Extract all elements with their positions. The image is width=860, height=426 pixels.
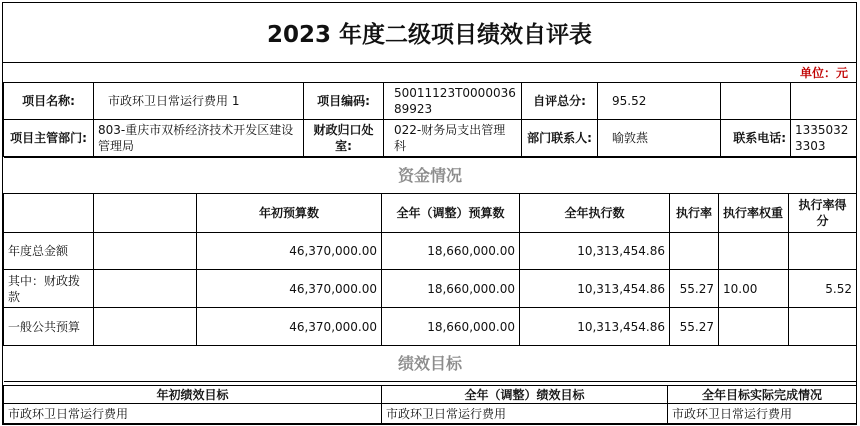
row-name: 一般公共预算: [4, 308, 94, 346]
page-title: 2023 年度二级项目绩效自评表: [3, 3, 856, 63]
score-label: 自评总分:: [522, 83, 598, 120]
initial-goal-value: 市政环卫日常运行费用: [4, 404, 382, 424]
initial-budget-value: 46,370,000.00: [197, 270, 382, 308]
phone-value: 13350323303: [791, 120, 857, 157]
funds-table: [3, 157, 857, 382]
table-row: [4, 233, 857, 270]
project-code-value: 50011123T000003689923: [384, 83, 522, 120]
rate-value: 55.27: [670, 308, 719, 346]
row-name: 其中：财政拨款: [4, 270, 94, 308]
row-name: 年度总金额: [4, 233, 94, 270]
rate-header: 执行率: [670, 194, 719, 233]
dept-label: 项目主管部门:: [4, 120, 94, 157]
info-table: [3, 82, 857, 157]
empty-cell: [94, 233, 197, 270]
weight-value: 10.00: [719, 270, 789, 308]
project-code-label: 项目编码:: [304, 83, 384, 120]
unit-label: 单位：元: [799, 66, 848, 80]
executed-value: 10,313,454.86: [520, 233, 670, 270]
empty-header: [4, 194, 94, 233]
rate-value: 55.27: [670, 270, 719, 308]
weight-value: [719, 233, 789, 270]
initial-goal-header: 年初绩效目标: [4, 386, 382, 404]
project-name-value: 市政环卫日常运行费用 1: [94, 83, 304, 120]
initial-budget-value: 46,370,000.00: [197, 233, 382, 270]
weight-value: [719, 308, 789, 346]
empty-cell: [791, 83, 857, 120]
adjusted-budget-value: 18,660,000.00: [382, 308, 520, 346]
adjusted-budget-header: 全年（调整）预算数: [382, 194, 520, 233]
rate-score-header: 执行率得分: [789, 194, 857, 233]
actual-header: 全年目标实际完成情况: [668, 386, 857, 404]
contact-label: 部门联系人:: [522, 120, 598, 157]
rate-score-value: 5.52: [789, 270, 857, 308]
phone-label: 联系电话:: [721, 120, 791, 157]
funds-section-title: 资金情况: [4, 158, 857, 194]
adjusted-goal-header: 全年（调整）绩效目标: [382, 386, 668, 404]
rate-score-value: [789, 308, 857, 346]
initial-budget-header: 年初预算数: [197, 194, 382, 233]
empty-cell: [94, 270, 197, 308]
project-name-label: 项目名称:: [4, 83, 94, 120]
finance-label: 财政归口处室:: [304, 120, 384, 157]
evaluation-sheet: [2, 2, 857, 425]
actual-value: 市政环卫日常运行费用: [668, 404, 857, 424]
score-value: 95.52: [598, 83, 721, 120]
initial-budget-value: 46,370,000.00: [197, 308, 382, 346]
perf-section-title: 绩效目标: [4, 346, 857, 382]
contact-value: 喻敦燕: [598, 120, 721, 157]
executed-header: 全年执行数: [520, 194, 670, 233]
rate-score-value: [789, 233, 857, 270]
finance-value: 022-财务局支出管理科: [384, 120, 522, 157]
rate-value: [670, 233, 719, 270]
empty-header: [94, 194, 197, 233]
executed-value: 10,313,454.86: [520, 270, 670, 308]
dept-value: 803-重庆市双桥经济技术开发区建设管理局: [94, 120, 304, 157]
executed-value: 10,313,454.86: [520, 308, 670, 346]
perf-table: [3, 385, 857, 424]
adjusted-budget-value: 18,660,000.00: [382, 270, 520, 308]
adjusted-goal-value: 市政环卫日常运行费用: [382, 404, 668, 424]
table-row: [4, 404, 857, 424]
adjusted-budget-value: 18,660,000.00: [382, 233, 520, 270]
empty-cell: [94, 308, 197, 346]
table-row: [4, 270, 857, 308]
weight-header: 执行率权重: [719, 194, 789, 233]
empty-cell: [721, 83, 791, 120]
table-row: [4, 308, 857, 346]
